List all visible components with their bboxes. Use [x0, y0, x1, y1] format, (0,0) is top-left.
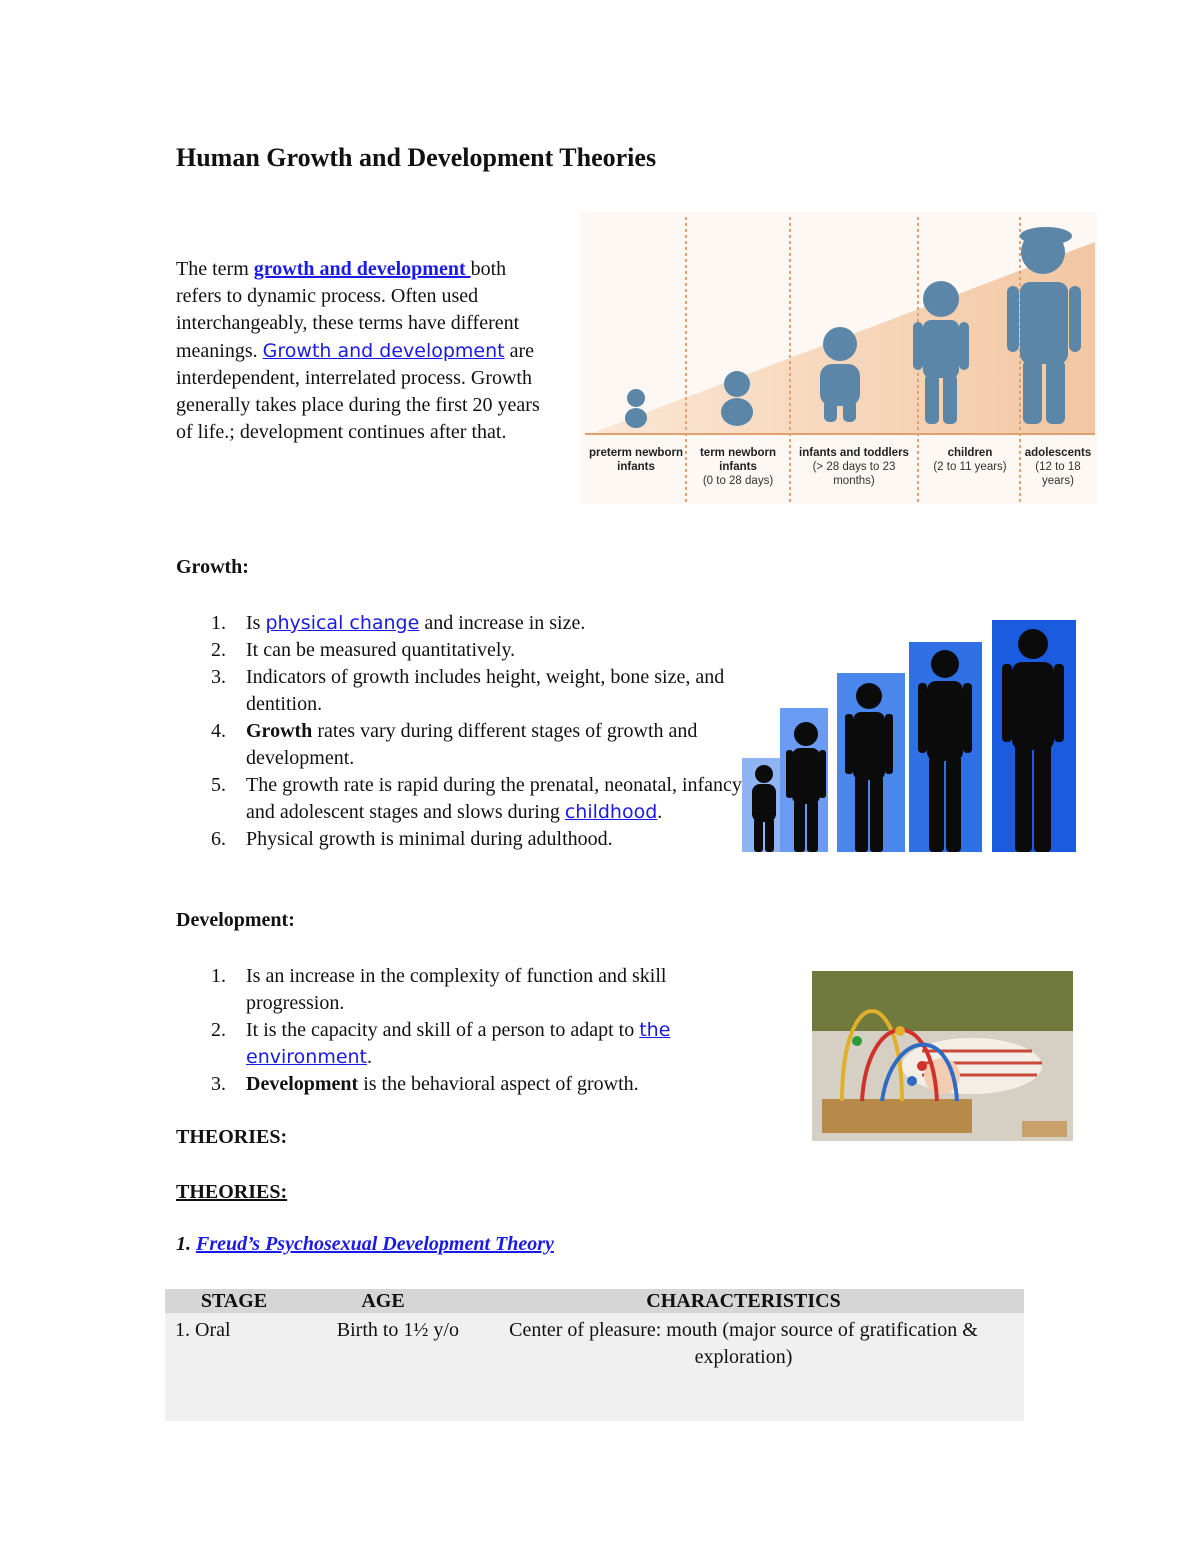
- stage-label-toddlers: infants and toddlers (> 28 days to 23 months): [799, 447, 909, 487]
- table-header-age: AGE: [303, 1289, 463, 1313]
- list-item: 2. It can be measured quantitatively.: [211, 639, 516, 661]
- list-item: 1. Is an increase in the complexity of function and skill progression.: [211, 965, 667, 1014]
- theories-heading-1: THEORIES:: [176, 1126, 288, 1148]
- growth-list: [176, 610, 756, 853]
- the-environment-link[interactable]: the environment: [246, 1019, 671, 1068]
- physical-change-link[interactable]: physical change: [265, 612, 420, 634]
- childhood-link[interactable]: childhood: [564, 801, 658, 823]
- growth-and-development-link-2[interactable]: Growth and development: [262, 339, 505, 362]
- growth-and-development-link[interactable]: growth and development: [253, 258, 471, 280]
- intro-text-1: both refers to dynamic process. Often used interchangeably, these terms have different meanings.: [176, 258, 520, 362]
- freud-theory-link[interactable]: Freud’s Psychosexual Development Theory: [196, 1233, 554, 1255]
- stage-label-adolescents: adolescents (12 to 18 years): [1024, 447, 1092, 487]
- preterm-infant-icon: [625, 389, 647, 428]
- stage-label-preterm: preterm newborn infants: [589, 447, 683, 473]
- silhouettes-graphic: [742, 618, 1078, 856]
- table-row: [165, 1313, 1024, 1421]
- table-cell-characteristics: Center of pleasure: mouth (major source of gratification & exploration): [463, 1313, 1024, 1421]
- growth-heading: Growth:: [176, 556, 249, 578]
- table-header-characteristics: CHARACTERISTICS: [463, 1289, 1024, 1313]
- stage-label-children: children (2 to 11 years): [933, 447, 1007, 473]
- list-item: 6. Physical growth is minimal during adulthood.: [211, 828, 613, 850]
- list-item: 1. Is physical change and increase in size.: [211, 612, 586, 634]
- growth-stages-figure: [580, 212, 1097, 504]
- table-cell-age: Birth to 1½ y/o: [303, 1313, 463, 1421]
- development-list: [176, 963, 756, 1098]
- list-item: 4. Growth rates vary during different stages of growth and development.: [211, 720, 698, 769]
- intro-text-2: are interdependent, interrelated process. Growth generally takes place during the first 20 years of life.; development continues after that.: [176, 339, 540, 444]
- baby-photo-graphic: [812, 971, 1073, 1141]
- table-cell-stage: 1. Oral: [165, 1313, 303, 1421]
- intro-paragraph: [176, 256, 556, 446]
- list-item: 5. The growth rate is rapid during the prenatal, neonatal, infancy and adolescent stages and slows during childhood.: [211, 774, 742, 823]
- theory-number: 1.: [176, 1233, 191, 1255]
- stage-label-term: term newborn infants (0 to 28 days): [699, 447, 777, 487]
- list-item: 3. Development is the behavioral aspect of growth.: [211, 1073, 639, 1095]
- table-header-stage: STAGE: [165, 1289, 303, 1313]
- list-item: 2. It is the capacity and skill of a person to adapt to the environment.: [211, 1019, 671, 1068]
- page-title: Human Growth and Development Theories: [176, 143, 657, 172]
- development-heading: Development:: [176, 909, 295, 931]
- table-header-row: [165, 1289, 1024, 1313]
- psychosexual-stages-table: [165, 1289, 1024, 1421]
- theory-1-heading: [176, 1233, 554, 1256]
- baby-playing-photo: [812, 971, 1073, 1141]
- theories-heading-2: THEORIES:: [176, 1181, 288, 1203]
- list-item: 3. Indicators of growth includes height, weight, bone size, and dentition.: [211, 666, 725, 715]
- growth-silhouettes-figure: [742, 618, 1078, 856]
- intro-pre: The term: [176, 258, 254, 280]
